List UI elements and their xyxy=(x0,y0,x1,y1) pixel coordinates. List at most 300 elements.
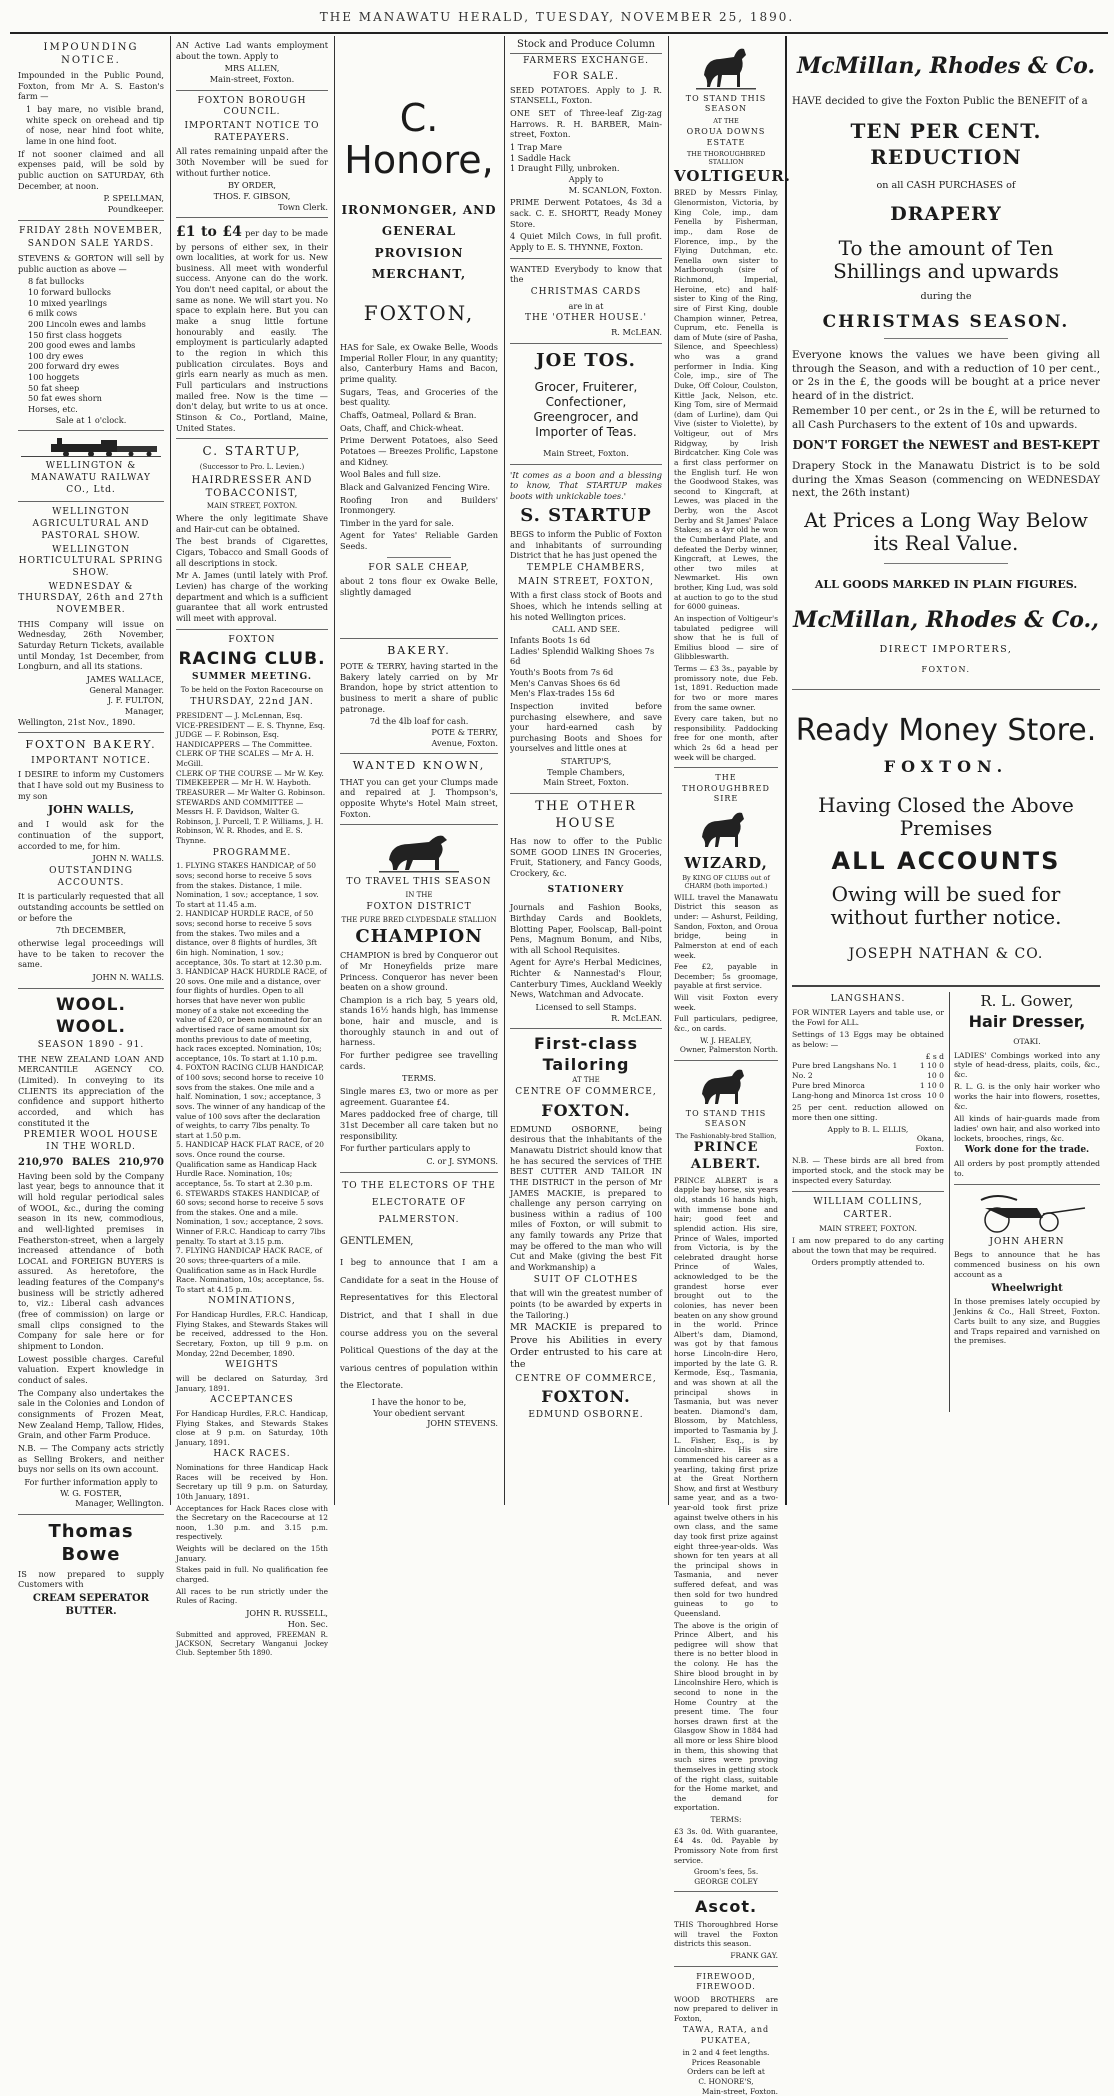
ahern-name: JOHN AHERN xyxy=(989,1236,1065,1247)
bales-left: 210,970 xyxy=(18,1156,64,1168)
earn-amount: £1 to £4 xyxy=(176,224,242,241)
accounts-signature: JOHN N. WALLS. xyxy=(92,972,164,983)
travel-signature: C. or J. SYMONS. xyxy=(426,1156,498,1167)
startup-body-3: Mr A. James (until lately with Prof. Levien) has charge of the working department and which is a sufficient guarantee that all work entrusted will meet with approval. xyxy=(176,570,328,623)
mcmillan-drapery: DRAPERY xyxy=(890,203,1002,226)
list-item: Ladies' Splendid Walking Shoes 7s 6d xyxy=(510,645,655,667)
list-item: 1 Saddle Hack xyxy=(510,152,571,163)
prince-signature: GEORGE COLEY xyxy=(694,1876,758,1886)
travel-body-6: For further particulars apply to xyxy=(340,1143,471,1154)
boot-call: CALL AND SEE. xyxy=(551,624,621,635)
mcmillan-prices: At Prices a Long Way Below its Real Value. xyxy=(804,507,1088,555)
bakery-body: POTE & TERRY, having started in the Bakery lately carried on by Mr Brandon, hope by strict attention to business to merit a share of public patronage. xyxy=(340,661,498,714)
weights-heading: WEIGHTS xyxy=(225,1360,279,1371)
wizard-body-2: Will visit Foxton every week. xyxy=(674,993,778,1012)
bakery-son: JOHN WALLS, xyxy=(47,803,135,817)
gower-body-3: All kinds of hair-guards made from ladies' own hair, and also worked into lockets, brooches, rings, &c. xyxy=(954,1113,1100,1143)
startup-body-1: Where the only legitimate Shave and Hair-cut can be obtained. xyxy=(176,513,328,534)
horse-engraving-icon xyxy=(696,41,756,91)
list-item: 6 milk cows xyxy=(28,308,78,319)
list-item: PRESIDENT — J. McLennan, Esq. xyxy=(176,710,303,720)
langshans xyxy=(792,992,944,1267)
list-item: TIMEKEEPER — Mr H. W. Hayboth. xyxy=(176,778,312,788)
langshans-price: 10 0 xyxy=(927,1071,944,1081)
startup-boots xyxy=(510,470,662,789)
joe-name: JOE TOS. xyxy=(536,349,636,371)
mcmillan-season: CHRISTMAS SEASON. xyxy=(822,312,1070,333)
honore-body-3: Chaffs, Oatmeal, Pollard & Bran. xyxy=(340,409,477,420)
langshans-row xyxy=(792,1081,944,1091)
honore-body-8: Roofing Iron and Builders' Ironmongery. xyxy=(340,494,498,516)
council-order: BY ORDER, xyxy=(227,180,277,191)
mcmillan-marked: ALL GOODS MARKED IN PLAIN FIGURES. xyxy=(814,577,1078,591)
bakery-sub: IMPORTANT NOTICE. xyxy=(31,755,151,766)
tailor-centre: CENTRE OF COMMERCE, xyxy=(515,1087,657,1098)
racing-footer: Submitted and approved, FREEMAN R. JACKSON, Secretary Wanganui Jockey Club. September 5th 1890. xyxy=(176,1631,328,1658)
council-body: All rates remaining unpaid after the 30th November will be sued for without further notice. xyxy=(176,146,328,178)
stock-sub: FARMERS EXCHANGE. xyxy=(523,56,649,66)
impound-heading: IMPOUNDING NOTICE. xyxy=(43,42,139,66)
honore-town: FOXTON, xyxy=(363,300,475,325)
nominations-body: For Handicap Hurdles, F.R.C. Handicap, Flying Stakes, and Stewards Stakes will be received, addressed to the Hon. Secretary, Foxton, up till 9 p.m. on Monday, 22nd December, 1890. xyxy=(176,1310,328,1358)
other-heading: THE OTHER HOUSE xyxy=(535,799,637,831)
stock-item-2: ONE SET of Three-leaf Zig-zag Harrows. R. H. BARBER, Main-street, Foxton. xyxy=(510,108,662,140)
stock-sale: FOR SALE. xyxy=(552,70,620,82)
wool-signature: W. G. FOSTER, xyxy=(60,1487,122,1498)
electors-greeting: GENTLEMEN, xyxy=(340,1235,414,1247)
list-item: Horses, etc. xyxy=(28,404,78,415)
council-role: Town Clerk. xyxy=(278,201,328,212)
hack-body: Nominations for three Handicap Hack Races will be received by Hon. Secretary up till 9 p.m. on Saturday, 10th January, 1891. xyxy=(176,1463,328,1501)
langshans-body-2: 25 per cent. reduction allowed on more then one sitting. xyxy=(792,1102,944,1122)
train-engraving-icon xyxy=(21,436,161,458)
racing-club-title: RACING CLUB. xyxy=(178,649,326,670)
honore-body-5: Prime Derwent Potatoes, also Seed Potatoes — Breezes Prolific, Lapstone and Kidney. xyxy=(340,435,498,467)
bakery-address: Avenue, Foxton. xyxy=(431,737,498,748)
list-item: 6. STEWARDS STAKES HANDICAP, of 60 sovs; second horse to receive 5 sovs from the stakes. One and a mile. Nomination, 1 sov.; acceptance, 2 sovs. Winner of F.R.C. Handicap to carry 7lbs penalty. To start at 3.15 p.m. xyxy=(176,1188,326,1246)
voltigeur-type: THE THOROUGHBRED STALLION xyxy=(686,150,766,167)
boot-signature-2: Temple Chambers, xyxy=(547,766,625,777)
tailor-body-3: MR MACKIE is prepared to Prove his Abilities in every Order entrusted to his care at the xyxy=(510,1322,662,1371)
wool-role: Manager, Wellington. xyxy=(75,1498,164,1509)
accounts-heading: OUTSTANDING ACCOUNTS. xyxy=(49,866,133,888)
tailor-signature: EDMUND OSBORNE. xyxy=(528,1410,644,1421)
firewood-length: in 2 and 4 feet lengths. xyxy=(682,2048,770,2058)
list-item: 10 forward bullocks xyxy=(28,286,111,297)
list-item: CLERK OF THE SCALES — Mr A. H. McGill. xyxy=(176,749,314,769)
firewood-body: WOOD BROTHERS are now prepared to deliver in Foxton, xyxy=(674,1994,778,2023)
wool-body-3: Lowest possible charges. Careful valuation. Expert knowledge in conduct of sales. xyxy=(18,1353,164,1386)
gower-town: OTAKI. xyxy=(1013,1036,1041,1046)
langshans-price: 1 10 0 xyxy=(919,1081,944,1091)
honore-body-4: Oats, Chaff, and Chick-wheat. xyxy=(340,422,464,433)
voltigeur-name: VOLTIGEUR. xyxy=(674,166,791,185)
accounts-body-2: otherwise legal proceedings will have to be taken to recover the same. xyxy=(18,938,164,970)
tailor-body: EDMUND OSBORNE, being desirous that the inhabitants of the Manawatu District should know that he has secured the services of THE BEST CUTTER AND TAILOR IN THE DISTRICT in the person of Mr JAMES MACKIE, is prepared to challenge any person carrying on business within a radius of 100 miles of Foxton, or will submit to any family towards any Prize that may be offered to the man who will Cut and Make (giving the best Fit and Workmanship) a xyxy=(510,1123,662,1273)
langshans-item: Lang-hong and Minorca 1st cross xyxy=(792,1091,922,1101)
ahern-body: Begs to announce that he has commenced business on his own account as a xyxy=(954,1250,1100,1280)
travel-body-3: For further pedigree see travelling cards. xyxy=(340,1050,498,1071)
impounding-notice xyxy=(18,41,164,215)
list-item: 200 Lincoln ewes and lambs xyxy=(28,318,146,329)
boot-name: S. STARTUP xyxy=(520,504,652,526)
gower-body: LADIES' Combings worked into any style of head-dress, plaits, coils, &c., &c. xyxy=(954,1050,1100,1080)
stock-item-4: PRIME Derwent Potatoes, 4s 3d a sack. C. E. SHORTT, Ready Money Store. xyxy=(510,197,662,229)
mcmillan-title: McMillan, Rhodes & Co. xyxy=(796,53,1096,79)
hack-heading: HACK RACES. xyxy=(213,1449,291,1460)
wizard-signature: W. J. HEALEY, xyxy=(700,1035,752,1045)
hack-body-5: All races to be run strictly under the Rules of Racing. xyxy=(176,1586,328,1606)
boon-quote: 'It comes as a boon and a blessing to know, That STARTUP makes boots with unkickable toes.' xyxy=(510,469,662,501)
electors-heading: TO THE ELECTORS OF THE ELECTORATE OF PALMERSTON. xyxy=(342,1180,496,1225)
sale-body: STEVENS & GORTON will sell by public auction as above — xyxy=(18,252,164,274)
collins-address: MAIN STREET, FOXTON. xyxy=(819,1224,917,1234)
tailor-at: AT THE xyxy=(572,1076,600,1084)
voltigeur-heading: TO STAND THIS SEASON xyxy=(685,94,767,114)
prince-heading: TO STAND THIS SEASON xyxy=(685,1108,767,1129)
ahern-body-2: In those premises lately occupied by Jenkins & Co., Hall Street, Foxton. Carts built to any size, and Buggies and Traps repaired and varnished on the premises. xyxy=(954,1297,1100,1346)
stationery-signature: R. McLEAN. xyxy=(611,1012,662,1023)
honore-body-9: Timber in the yard for sale. xyxy=(340,517,454,528)
ready-money-accounts: ALL ACCOUNTS xyxy=(831,847,1061,876)
langshans-row xyxy=(792,1091,944,1101)
mcmillan-body-2: Everyone knows the values we have been giving all through the Season, and with a reduction of 10 per cent., or 2s in the £, the goods will be bought at a price never heard of in the district. xyxy=(792,349,1100,402)
list-item: 1 Draught Filly, unbroken. xyxy=(510,163,620,174)
bakery-body: I DESIRE to inform my Customers that I have sold out my Business to my son xyxy=(18,769,164,801)
bakery-signature: JOHN N. WALLS. xyxy=(92,853,164,864)
programme-heading: PROGRAMME. xyxy=(212,847,292,858)
rail-signature-2: J. F. FULTON, xyxy=(107,695,164,706)
gower-body-4: All orders by post promptly attended to. xyxy=(954,1159,1100,1178)
bottom-ads xyxy=(792,992,1100,1412)
boot-prices xyxy=(510,635,662,699)
wool-body-4: The Company also undertakes the sale in the Colonies and London of consignments of Frozen Meat, New Zealand Hemp, Tallow, Hides, Grain, and other Farm Produce. xyxy=(18,1387,164,1441)
sale-date: FRIDAY 28th NOVEMBER, xyxy=(19,225,163,236)
racing-signature: JOHN R. RUSSELL, xyxy=(246,1607,328,1618)
masthead: THE MANAWATU HERALD, TUESDAY, NOVEMBER 25, 1890. xyxy=(319,10,795,24)
langshans-item: Pure bred Minorca xyxy=(792,1081,865,1091)
ready-money-body: Having Closed the Above Premises xyxy=(818,793,1074,841)
langshans-item: No. 2 xyxy=(792,1071,813,1081)
mcmillan-amount: To the amount of Ten Shillings and upwards xyxy=(833,235,1059,283)
wizard-role: Owner, Palmerston North. xyxy=(679,1045,778,1055)
column-divider xyxy=(785,36,787,1505)
langshans-price: 1 10 0 xyxy=(919,1061,944,1071)
stock-item-3 xyxy=(510,142,662,174)
rail-company: WELLINGTON & MANAWATU RAILWAY CO., Ltd. xyxy=(31,461,151,495)
list-item: 200 forward dry ewes xyxy=(28,361,120,372)
racing-town: FOXTON xyxy=(228,634,276,645)
list-item: VICE-PRESIDENT — E. S. Thynne, Esq. xyxy=(176,720,325,730)
weights-body: will be declared on Saturday, 3rd January, 1891. xyxy=(176,1373,328,1393)
cheap-body: about 2 tons flour ex Owake Belle, slightly damaged xyxy=(340,576,498,598)
mcmillan-body: HAVE decided to give the Foxton Public the BENEFIT of a xyxy=(792,95,1088,107)
wanted-known xyxy=(340,759,498,819)
council-signature: THOS. F. GIBSON, xyxy=(213,191,291,201)
stationery-body-2: Agent for Ayre's Herbal Medicines, Richter & Nannestad's Flour, Canterbury Times, Auckland Weekly News, Watchman and Advocate. xyxy=(510,957,662,1000)
startup-hairdresser xyxy=(176,444,328,623)
wool-info: For further information apply to xyxy=(24,1476,158,1487)
wizard-body: WILL travel the Manawatu District this season as under: — Ashurst, Feilding, Sandon, Foxton, and Oroua bridge, being in Palmerston at end of each week. xyxy=(674,892,778,960)
firewood-shop: C. HONORE'S, xyxy=(698,2077,754,2087)
honore-ad xyxy=(340,98,498,598)
stock-item-1: SEED POTATOES. Apply to J. R. STANSELL, Foxton. xyxy=(510,84,662,106)
wool-heading: WOOL. WOOL. xyxy=(56,994,126,1037)
hack-body-2: Acceptances for Hack Races close with the Secretary on the Racecourse at 12 noon, 1.30 p.m. and 3.15 p.m. respectively. xyxy=(176,1503,328,1542)
sandon-sale xyxy=(18,226,164,426)
list-item: 5. HANDICAP HACK FLAT RACE, of 20 sovs. Once round the course. Qualification same as Handicap Hack Hurdle Race. Nomination, 10s; acceptance, 5s. To start at 2.30 p.m. xyxy=(176,1140,324,1188)
startup-name: C. STARTUP, xyxy=(202,444,302,459)
impound-role: Poundkeeper. xyxy=(107,203,164,214)
gower-ahern xyxy=(954,992,1100,1348)
impound-item: 1 bay mare, no visible brand, white speck on orehead and tip of nose, near hind foot white, lame in one hind foot. xyxy=(26,103,164,146)
ahern-trade: Wheelwright xyxy=(991,1283,1063,1295)
collins-body: I am now prepared to do any carting about the town that may be required. xyxy=(792,1236,944,1255)
collins-body-2: Orders promptly attended to. xyxy=(811,1257,925,1267)
accounts-body: It is particularly requested that all outstanding accounts be settled on or before the xyxy=(18,891,164,923)
column-6 xyxy=(788,38,1104,1505)
langshans-address: Okana, xyxy=(916,1134,944,1144)
honore-body-1: HAS for Sale, ex Owake Belle, Woods Imperial Roller Flour, in any quantity; also, Canterbury Hams and Bacon, prime quality. xyxy=(340,341,498,384)
prince-groom: Groom's fees, 5s. xyxy=(693,1867,759,1877)
travel-terms: TERMS. xyxy=(402,1073,436,1084)
prince-albert xyxy=(674,1066,778,1887)
honore-body-6: Wool Bales and full size. xyxy=(340,469,441,480)
joe-trade: Grocer, Fruiterer, Confectioner, Greengrocer, and Importer of Teas. xyxy=(533,379,639,439)
impound-body: Impounded in the Public Pound, Foxton, from Mr A. S. Easton's farm — xyxy=(18,70,164,102)
collins-trade: CARTER. xyxy=(843,1210,893,1221)
mcmillan-town: FOXTON. xyxy=(921,664,971,674)
boot-signature: STARTUP'S, xyxy=(560,756,612,767)
travel-body-2: Champion is a rich bay, 5 years old, stands 16½ hands high, has immense bone, hair and muscle, and is thoroughly staunch in and out of harness. xyxy=(340,994,498,1048)
langshans-row xyxy=(792,1071,944,1081)
startup-body-2: The best brands of Cigarettes, Cigars, Tobacco and Small Goods of all descriptions in stock. xyxy=(176,536,328,568)
startup-successor: (Successor to Pro. L. Levien.) xyxy=(199,462,305,471)
langshans-heading: LANGSHANS. xyxy=(830,994,906,1005)
racing-club xyxy=(176,635,328,1659)
list-item: Youth's Boots from 7s 6d xyxy=(510,666,614,677)
wanted-heading: WANTED KNOWN, xyxy=(352,759,486,773)
rail-show-1: WELLINGTON AGRICULTURAL AND PASTORAL SHOW. xyxy=(32,507,150,541)
column-5 xyxy=(670,38,791,2096)
programme-list xyxy=(176,861,328,1294)
electors-letter xyxy=(340,1178,498,1429)
tailor-centre-2: CENTRE OF COMMERCE, xyxy=(515,1373,657,1384)
prince-fee: £3 3s. 0d. With guarantee, £4 4s. 0d. Payable by Promissory Note from first service. xyxy=(674,1826,778,1865)
column-divider xyxy=(668,36,669,1505)
honore-trade: IRONMONGER, AND GENERAL PROVISION MERCHANT, xyxy=(341,202,497,282)
boot-shop: TEMPLE CHAMBERS, xyxy=(526,562,646,573)
list-item: JUDGE — F. Robinson, Esq. xyxy=(176,730,280,740)
xmas-cards: CHRISTMAS CARDS xyxy=(530,286,642,297)
stock-produce xyxy=(510,38,662,253)
sale-time: Sale at 1 o'clock. xyxy=(55,414,127,425)
mcmillan-cash: on all CASH PURCHASES of xyxy=(876,179,1016,191)
boot-signature-3: Main Street, Foxton. xyxy=(543,777,629,788)
council-heading: FOXTON BOROUGH COUNCIL. xyxy=(197,95,307,118)
gower-trade: Hair Dresser, xyxy=(968,1011,1086,1031)
voltigeur-body-3: Every care taken, but no responsibility. Paddocking free for one month, after which 2s 6d a head per week will be charged. xyxy=(674,714,778,762)
ascot-signature: FRANK GAY. xyxy=(730,1951,778,1961)
tailor-body-2: that will win the greatest number of points (to be awarded by experts in the Tailoring.) xyxy=(510,1288,662,1320)
langshans-columns: £ s d xyxy=(925,1051,944,1061)
travel-type: THE PURE BRED CLYDESDALE STALLION xyxy=(341,915,497,924)
langshans-settings: Settings of 13 Eggs may be obtained as below: — xyxy=(792,1029,944,1049)
wool-body-2: Having been sold by the Company last year, begs to announce that it will hold regular periodical sales of WOOL, &c., during the coming season in its new, commodious, and well-lighted premises in Featherston-street, when a largely increased attendance of both LOCAL and FOREIGN BUYERS is assured. As heretofore, the leading features of the Company's business will be strictly adhered to, viz.: Liberal cash advances (free of commission) on large or small clips consigned to the Company for sale here or for shipment to London. xyxy=(18,1170,164,1352)
firewood-orders: Orders can be left at xyxy=(687,2067,765,2077)
boot-body-3: Inspection invited before purchasing elsewhere, and save your hard-earned cash by purchasing Boots and Shoes for yourselves and little ones at xyxy=(510,700,662,754)
gower-name: R. L. Gower, xyxy=(980,992,1074,1011)
list-item: 1. FLYING STAKES HANDICAP, of 50 sovs; second horse to receive 5 sovs from the stakes. Distance, 1 mile. Nomination, 1 sov.; acceptance, 1 sov. To start at 11.45 a.m. xyxy=(176,861,319,909)
wool-notice xyxy=(18,994,164,1509)
wool-premier: PREMIER WOOL HOUSE IN THE WORLD. xyxy=(23,1130,159,1152)
column-2 xyxy=(172,38,332,1658)
sale-place: SANDON SALE YARDS. xyxy=(27,239,155,250)
list-item: 100 hoggets xyxy=(28,372,80,383)
lad-address: Main-street, Foxton. xyxy=(209,73,295,84)
list-item: 2. HANDICAP HURDLE RACE, of 50 sovs; second horse to receive 5 sovs from the stakes. Two miles and a distance, over 8 flights of hurdles, 3ft 6in high. Nomination, 1 sov.; acceptance, 30s. To start at 12.30 p.m. xyxy=(176,909,322,967)
prince-name: PRINCE ALBERT. xyxy=(690,1140,762,1172)
stock-item-5: 4 Quiet Milch Cows, in full profit. Apply to E. S. THYNNE, Foxton. xyxy=(510,231,662,252)
xmas-signature: R. McLEAN. xyxy=(611,326,662,337)
column-4 xyxy=(506,38,666,1505)
voltigeur xyxy=(674,41,791,762)
ready-money-store xyxy=(792,714,1100,963)
mcmillan-reduction: TEN PER CENT. REDUCTION xyxy=(850,118,1042,169)
mcmillan-body-4: Drapery Stock in the Manawatu District is to be sold during the Xmas Season (commencing on WEDNESDAY next, the 26th instant) xyxy=(792,460,1100,500)
acceptances-heading: ACCEPTANCES xyxy=(210,1395,294,1406)
racing-meeting: SUMMER MEETING. xyxy=(191,672,313,683)
honore-body-2: Sugars, Teas, and Groceries of the best quality. xyxy=(340,386,498,408)
wizard-name: WIZARD, xyxy=(684,854,768,873)
wizard-by: By KING OF CLUBS out of CHARM (both imported.) xyxy=(682,873,770,891)
wizard-body-3: Full particulars, pedigree, &c., on cards. xyxy=(674,1014,778,1033)
other-house xyxy=(510,799,662,1023)
stationery-heading: STATIONERY xyxy=(547,884,625,895)
langshans-row xyxy=(792,1061,944,1071)
joe-tos xyxy=(510,349,662,459)
lad-body: AN Active Lad wants employment about the town. Apply to xyxy=(176,40,328,61)
travel-in: IN THE xyxy=(405,890,433,899)
list-item: HANDICAPPERS — The Committee. xyxy=(176,739,313,749)
list-item: Men's Flax-trades 15s 6d xyxy=(510,688,615,699)
firewood-price: Prices Reasonable xyxy=(691,2057,761,2067)
rail-dates: WEDNESDAY & THURSDAY, 26th and 27th NOVEMBER. xyxy=(18,581,164,615)
tailoring xyxy=(510,1034,662,1422)
travel-heading: TO TRAVEL THIS SEASON xyxy=(346,877,492,888)
impound-claim: If not sooner claimed and all expenses paid, will be sold by public auction on SATURDAY, 6th December, at noon. xyxy=(18,148,164,191)
rail-role-2: Manager, xyxy=(124,705,164,716)
accounts-date: 7th DECEMBER, xyxy=(55,925,127,936)
rail-signature-1: JAMES WALLACE, xyxy=(86,673,164,684)
startup-trade: HAIRDRESSER AND TOBACCONIST, xyxy=(191,475,313,499)
champion-stallion xyxy=(340,830,498,1166)
voltigeur-body-2: An inspection of Voltigeur's tabulated pedigree will show that he is full of Emilius blood — sire of Glibbleswarth. xyxy=(674,613,778,662)
bowe-body: IS now prepared to supply Customers with xyxy=(18,1568,164,1590)
acceptances-body: For Handicap Hurdles, F.R.C. Handicap, Flying Stakes, and Stewards Stakes close at 9 p.m. on Saturday, 10th January, 1891. xyxy=(176,1408,328,1447)
list-item: Infants Boots 1s 6d xyxy=(510,634,591,645)
racing-held: To be held on the Foxton Racecourse on xyxy=(180,686,324,695)
wool-body-5: N.B. — The Company acts strictly as Selling Brokers, and neither buys nor sells on its own account. xyxy=(18,1442,164,1475)
inner-divider xyxy=(949,992,950,1412)
nominations-heading: NOMINATIONS, xyxy=(208,1296,296,1307)
travel-name: CHAMPION xyxy=(355,925,483,947)
xmas-at: are in at xyxy=(568,300,604,311)
hack-body-4: Stakes paid in full. No qualification fee charged. xyxy=(176,1565,328,1584)
langshans-apply: Apply to B. L. ELLIS, xyxy=(827,1124,909,1134)
lad-name: MRS ALLEN, xyxy=(224,63,280,74)
bakery-ad xyxy=(340,644,498,749)
voltigeur-body: BRED by Messrs Finlay, Glenormiston, Victoria, by King Cole, imp., dam Fenella by Fisherman, imp., dam Rose de Florence, imp., by the Flying Dutchman, etc. Fenella own sister to Marlborough (sire of Richmond, Imperial, Heroine, etc) and half-sister to King of the Ring, sire of First King, double Champion winner, Petrea, Cuprum, etc. Fenella is dam of Mute (sire of Pasha, Silence, and Speechless) who was a grand performer in India. King Cole, imp., sire of The Duke, Off Colour, Coulston, Kittle Jack, Nelson, etc. King Tom, sire of Mermaid (dam of Lurline), dam Qui Vive (sister to Violette), by Voltigeur, out of Mrs Ridgway, by Irish Birdcatcher. King Cole was a first class performer on the English turf. He won the Goodwood Stakes, was second to Kingcraft, at Lewes, was placed in the Derby, won the Ascot Derby and St James' Palace Stakes; as a 4yr old he won the Cumberland Plate, and defeated the Derby winner, Kingcraft, at Lewes, the other two miles at Newmarket. His own brother, King Lud, was sold at auction to go to the stud for 6000 guineas. xyxy=(674,188,778,612)
lad-wanted xyxy=(176,40,328,85)
ready-money-town: FOXTON. xyxy=(883,757,1009,777)
earn-money xyxy=(176,223,328,433)
firewood-address: Main-street, Foxton. xyxy=(701,2086,778,2096)
wool-body: THE NEW ZEALAND LOAN AND MERCANTILE AGENCY CO. (Limited). In conveying to its CLIENTS its appreciation of the confidence and support hitherto accorded, and which has constituted it the xyxy=(18,1053,164,1128)
list-item: Men's Canvas Shoes 6s 6d xyxy=(510,677,621,688)
bakery-body-2: and I would ask for the continuation of the support, accorded to me, for him. xyxy=(18,819,164,851)
gower-body-2: R. L. G. is the only hair worker who works the hair into flowers, rosettes, &c. xyxy=(954,1082,1100,1111)
travel-district: FOXTON DISTRICT xyxy=(366,902,472,913)
firewood xyxy=(674,1972,778,2096)
sale-items xyxy=(18,276,164,415)
list-item: 10 mixed yearlings xyxy=(28,297,107,308)
honore-body-10: Agent for Yates' Reliable Garden Seeds. xyxy=(340,530,498,552)
voltigeur-at: AT THE xyxy=(713,116,739,125)
bowe-product: CREAM SEPERATOR xyxy=(32,1593,150,1604)
boot-body: BEGS to inform the Public of Foxton and inhabitants of surrounding District that he has just opened the xyxy=(510,528,662,561)
ascot xyxy=(674,1897,778,1960)
borough-council xyxy=(176,96,328,213)
xmas-house: THE 'OTHER HOUSE.' xyxy=(524,313,648,324)
thomas-bowe xyxy=(18,1520,164,1618)
ready-money-title: Ready Money Store. xyxy=(795,713,1097,749)
racing-officers xyxy=(176,711,328,846)
wizard-heading: THE THOROUGHBRED SIRE xyxy=(682,773,770,804)
electors-body: I beg to announce that I am a Candidate for a seat in the House of Representatives for this Electoral District, and that I shall in due course address you on the several Political Questions of the day at the various centres of population within the Electorate. xyxy=(340,1256,498,1391)
wool-season: SEASON 1890 - 91. xyxy=(37,1039,145,1050)
list-item: TREASURER — Mr Walter G. Robinson. xyxy=(176,787,326,797)
list-item: 100 dry ewes xyxy=(28,350,84,361)
horse-engraving-icon xyxy=(696,1066,756,1106)
joe-address: Main Street, Foxton. xyxy=(543,447,629,458)
council-sub: IMPORTANT NOTICE TO RATEPAYERS. xyxy=(184,121,320,143)
mcmillan-rhodes xyxy=(792,52,1100,675)
stationery-body-3: Licensed to sell Stamps. xyxy=(535,1002,637,1013)
wanted-body: THAT you can get your Clumps made and repaired at J. Thompson's, opposite Whyte's Hotel Main street, Foxton. xyxy=(340,776,498,819)
tailor-town: FOXTON. xyxy=(541,1100,631,1120)
langshans-body: FOR WINTER Layers and table use, or the Fowl for ALL. xyxy=(792,1008,944,1028)
tailor-town-2: FOXTON. xyxy=(541,1387,631,1407)
bowe-heading: Thomas Bowe xyxy=(48,1520,134,1566)
voltigeur-estate: OROUA DOWNS ESTATE xyxy=(686,127,766,147)
tailor-heading: First-class Tailoring xyxy=(534,1034,638,1075)
gower-trade-note: Work done for the trade. xyxy=(964,1145,1090,1156)
langshans-item: Pure bred Langshans No. 1 xyxy=(792,1061,898,1071)
mcmillan-during: during the xyxy=(920,290,972,302)
bakery-signature: POTE & TERRY, xyxy=(431,727,498,738)
racing-role: Hon. Sec. xyxy=(287,1618,328,1629)
list-item: 200 good ewes and lambs xyxy=(28,340,136,351)
christmas-cards xyxy=(510,264,662,338)
bales-right: 210,970 xyxy=(118,1156,164,1168)
column-1 xyxy=(14,38,168,1617)
list-item: 1 Trap Mare xyxy=(510,141,562,152)
list-item: CLERK OF THE COURSE — Mr W. Key. xyxy=(176,768,324,778)
tailor-suit: SUIT OF CLOTHES xyxy=(533,1274,639,1285)
ascot-name: Ascot. xyxy=(694,1897,758,1917)
bowe-butter: BUTTER. xyxy=(65,1606,117,1617)
